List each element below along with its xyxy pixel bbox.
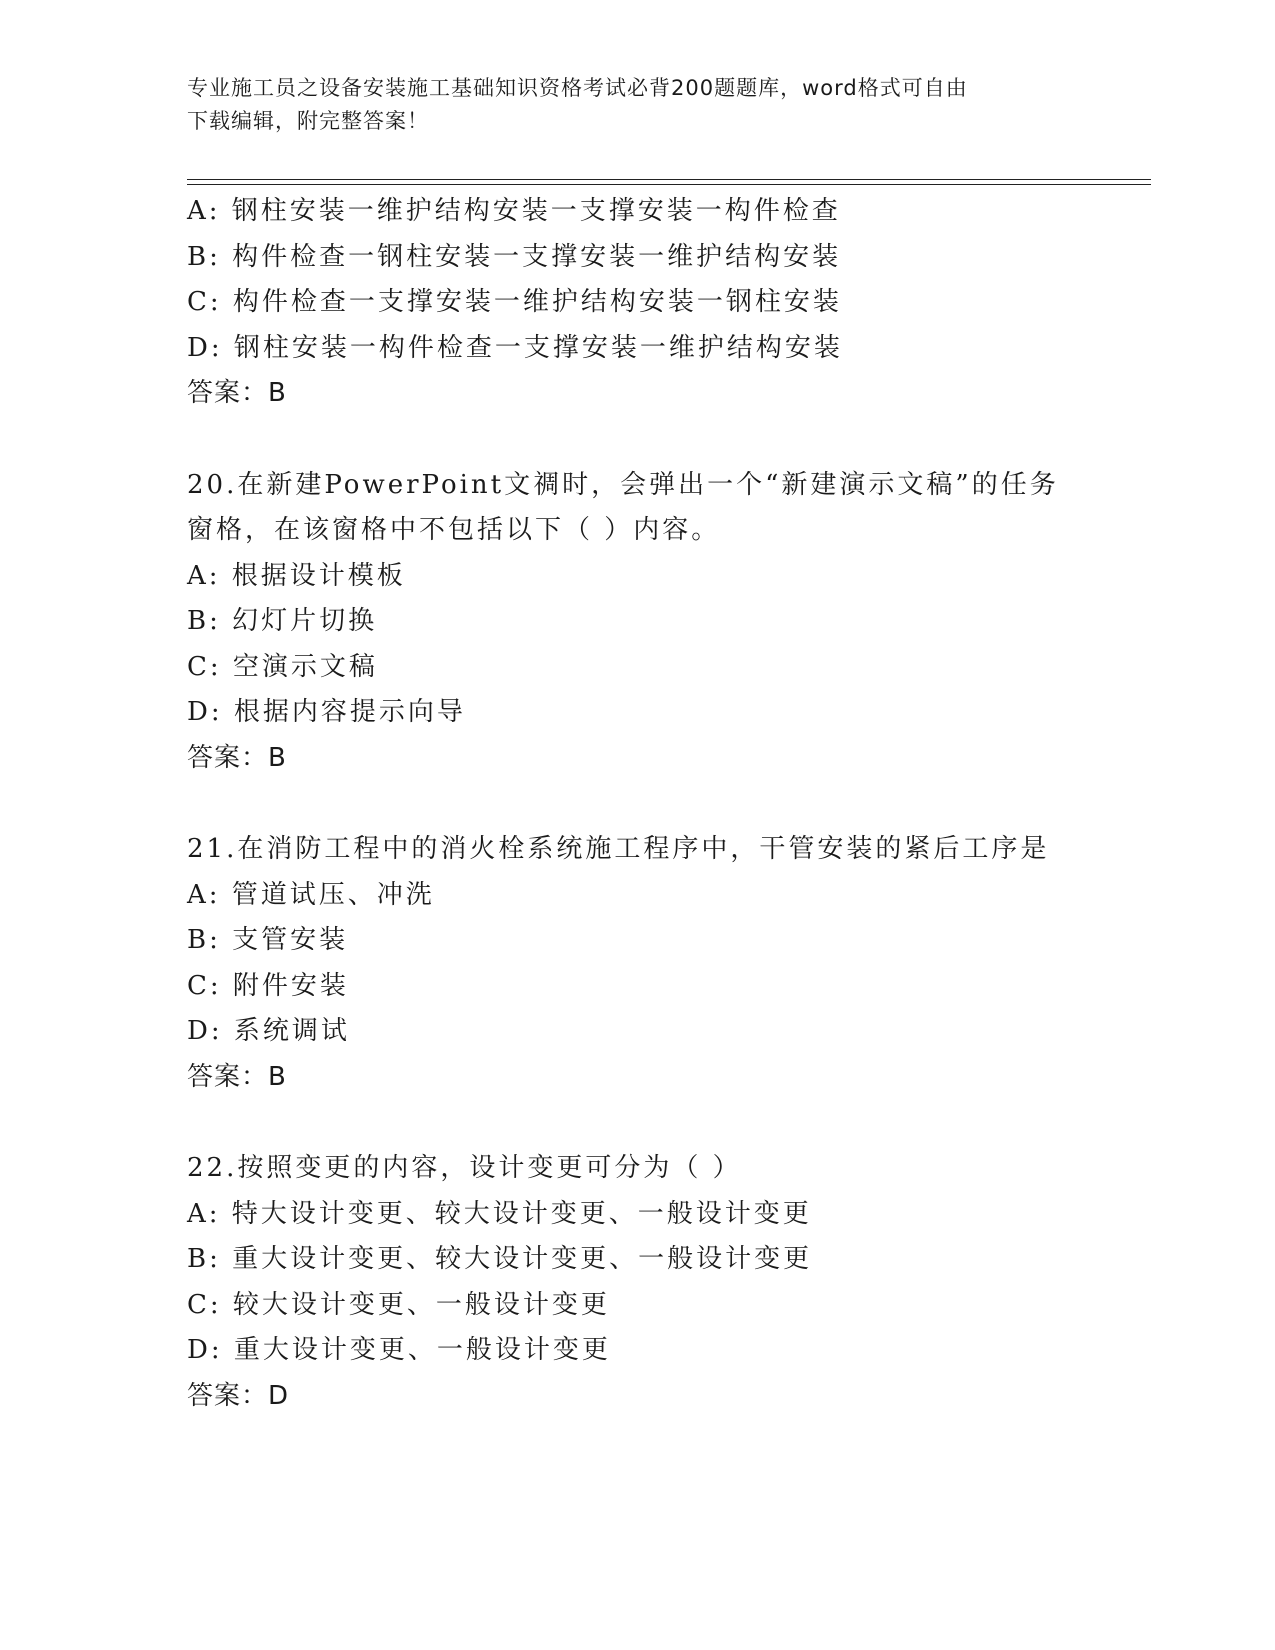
spacer — [187, 1100, 1137, 1146]
option-c: C: 附件安装 — [187, 970, 349, 1001]
option-a: A: 特大设计变更、较大设计变更、一般设计变更 — [187, 1198, 812, 1229]
option-c: C: 较大设计变更、一般设计变更 — [187, 1289, 610, 1320]
header-divider-top — [187, 179, 1151, 180]
question-stem: 22.按照变更的内容，设计变更可分为（ ） — [187, 1153, 742, 1183]
answer: 答案：B — [187, 1061, 287, 1092]
option-b: B: 构件检查一钢柱安装一支撑安装一维护结构安装 — [187, 241, 842, 272]
option-a: A: 钢柱安装一维护结构安装一支撑安装一构件检查 — [187, 196, 841, 226]
question-19 — [187, 189, 1137, 417]
option-d: D: 根据内容提示向导 — [187, 697, 466, 727]
answer: 答案：B — [187, 378, 287, 408]
question-stem: 21.在消防工程中的消火栓系统施工程序中，干管安装的紧后工序是 — [187, 834, 1050, 864]
option-b: B: 支管安装 — [187, 925, 349, 955]
option-d: D: 钢柱安装一构件检查一支撑安装一维护结构安装 — [187, 332, 843, 363]
question-stem-continued: 窗格，在该窗格中不包括以下（ ）内容。 — [187, 515, 721, 545]
header-line-1: 专业施工员之设备安装施工基础知识资格考试必背200题题库，word格式可自由 — [187, 76, 968, 100]
question-22 — [187, 1146, 1137, 1419]
question-list — [187, 189, 1137, 1419]
spacer — [187, 781, 1137, 827]
question-stem: 20.在新建PowerPoint文禂时，会弹出一个“新建演示文稿”的任务 — [187, 469, 1059, 500]
option-b: B: 重大设计变更、较大设计变更、一般设计变更 — [187, 1244, 813, 1274]
option-b: B: 幻灯片切换 — [187, 606, 378, 636]
header-line-2: 下载编辑，附完整答案！ — [187, 109, 429, 133]
option-d: D: 重大设计变更、一般设计变更 — [187, 1335, 611, 1365]
header-divider-bottom — [187, 184, 1151, 185]
question-20 — [187, 463, 1137, 782]
option-a: A: 根据设计模板 — [187, 560, 406, 591]
option-a: A: 管道试压、冲洗 — [187, 879, 435, 910]
document-header — [187, 72, 1087, 138]
option-c: C: 空演示文稿 — [187, 651, 378, 682]
option-c: C: 构件检查一支撑安装一维护结构安装一钢柱安装 — [187, 287, 842, 317]
option-d: D: 系统调试 — [187, 1016, 350, 1046]
question-21 — [187, 827, 1137, 1100]
answer: 答案：D — [187, 1380, 290, 1411]
answer: 答案：B — [187, 742, 287, 773]
spacer — [187, 417, 1137, 463]
